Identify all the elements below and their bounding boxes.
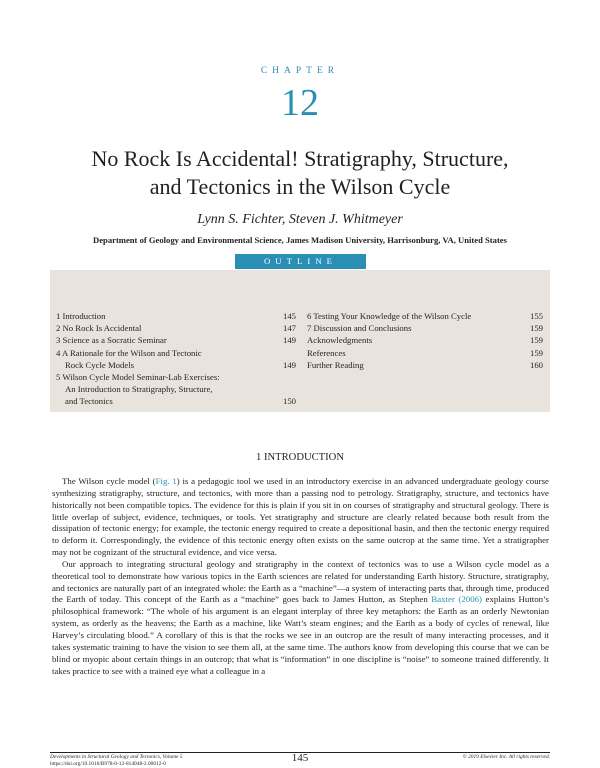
outline-entry-page: 147 xyxy=(282,323,296,334)
figure-link[interactable]: Fig. 1 xyxy=(155,476,177,486)
outline-entry[interactable] xyxy=(56,322,296,334)
outline-entry-title: 2 No Rock Is Accidental xyxy=(56,323,142,334)
outline-entry[interactable] xyxy=(56,359,296,371)
title-line-2: and Tectonics in the Wilson Cycle xyxy=(149,174,451,199)
section-title: INTRODUCTION xyxy=(263,452,344,463)
title-line-1: No Rock Is Accidental! Stratigraphy, Structure, xyxy=(91,146,509,171)
outline-entry-title: An Introduction to Stratigraphy, Structure, xyxy=(65,384,213,395)
outline-entry-title: 4 A Rationale for the Wilson and Tectonic xyxy=(56,347,202,358)
outline-entry-title: 7 Discussion and Conclusions xyxy=(307,323,412,334)
outline-entry[interactable] xyxy=(56,383,296,395)
outline-entry[interactable] xyxy=(56,347,296,359)
outline-entry-title: 6 Testing Your Knowledge of the Wilson Cycle xyxy=(307,311,472,321)
series-name: Developments in Structural Geology and Tectonics, Volume 5 xyxy=(50,754,183,760)
paragraph-2: Our approach to integrating structural geology and stratigraphy in the context of tectonics was to use a Wilson cycle model as a theoretical tool to demonstrate how various topics in the Earth sciences are related for understanding Earth history. Structure, stratigraphy, and tectonics are naturally part of an integrated whole: the Earth as a “machine”—a system of interacting parts that, through time, produced the Earth of today. This concept of the Earth as a “machine” goes back to James Hutton, as Stephen Baxter (2006) explains Hutton’s philosophical framework: “The whole of his argument is an elegant interplay of three key metaphors: the Earth as an orderly Newtonian system, as orderly as the heavens; the Earth as a machine, like Watt’s steam engines; and the Earth as a body of cycles of renewal, like Harvey’s circulating blood.” A corollary of this is that the rocks we see in an outcrop are the result of many interacting processes, and it takes systematic training to have the vision to see them all, at the same time. The authors know from developing this course that we can be blind or myopic about certain things in an outcrop; that what is “information” in one discipline is “noise” to someone trained differently. It takes practice to see with a trained eye what a colleague in a xyxy=(52,558,549,676)
citation-link[interactable]: Baxter (2006) xyxy=(431,594,482,605)
outline-entry-title: Acknowledgments xyxy=(307,335,373,346)
outline-heading: OUTLINE xyxy=(235,254,366,269)
section-number: 1 xyxy=(256,452,262,463)
copyright: © 2019 Elsevier Inc. All rights reserved. xyxy=(462,754,550,760)
outline-entry[interactable] xyxy=(56,371,296,383)
outline-entry-title: Rock Cycle Models xyxy=(65,359,135,370)
doi-link[interactable]: https://doi.org/10.1016/B978-0-12-814048-2.00012-0 xyxy=(50,761,166,767)
outline-entry-title: 3 Science as a Socratic Seminar xyxy=(56,335,167,346)
outline-right-column xyxy=(307,310,543,371)
outline-entry[interactable] xyxy=(307,334,543,346)
outline-entry[interactable] xyxy=(307,347,543,359)
outline-entry-page: 145 xyxy=(282,311,296,321)
outline-entry[interactable] xyxy=(307,359,543,371)
outline-entry-page: 155 xyxy=(529,311,543,321)
outline-entry-page: 149 xyxy=(282,335,296,346)
outline-entry-title: and Tectonics xyxy=(65,396,113,407)
outline-entry-title: 1 Introduction xyxy=(56,311,106,321)
outline-entry-page: 159 xyxy=(529,335,543,346)
chapter-title xyxy=(30,145,570,201)
chapter-number: 12 xyxy=(281,82,319,124)
section-heading xyxy=(0,452,600,463)
authors: Lynn S. Fichter, Steven J. Whitmeyer xyxy=(197,212,403,227)
outline-entry-page: 160 xyxy=(529,359,543,370)
page-number: 145 xyxy=(291,752,309,764)
paragraph-1: The Wilson cycle model (Fig. 1) is a pedagogic tool we used in an introductory exercise in an advanced undergraduate geology course synthesizing stratigraphy, structure, and tectonics, with more than a passing nod to petrology. Stratigraphy, structure, and tectonics have historically not been compatible topics. The evidence for this is plain if you sit in on courses of stratigraphy and structural geology. There is little overlap of subject, evidence, techniques, or tools. Yet stratigraphy and structure are clearly related because both result from the dissipation of tectonic energy; for example, the tectonic energy required to create a depositional basin, and then the tectonic energy required to deform it. Correspondingly, the evidence of this tectonic energy often exists on the same outcrop at the same time. Yet a stratigrapher may not be cognizant of the structural evidence, and vice versa. xyxy=(52,476,549,558)
chapter-label: CHAPTER xyxy=(260,66,340,76)
outline-entry-page: 149 xyxy=(282,359,296,370)
body-text xyxy=(52,476,549,677)
outline-entry-page: 159 xyxy=(529,347,543,358)
outline-entry-title: Further Reading xyxy=(307,359,364,370)
outline-entry-title: 5 Wilson Cycle Model Seminar-Lab Exercises: xyxy=(56,372,220,383)
outline-entry[interactable] xyxy=(307,310,543,322)
outline-entry[interactable] xyxy=(307,322,543,334)
outline-entry-page: 150 xyxy=(282,396,296,407)
outline-left-column xyxy=(56,310,296,408)
outline-entry[interactable] xyxy=(56,395,296,407)
affiliation: Department of Geology and Environmental Science, James Madison University, Harrisonburg, VA, United States xyxy=(93,235,507,245)
outline-entry-title: References xyxy=(307,347,346,358)
outline-entry[interactable] xyxy=(56,310,296,322)
outline-entry[interactable] xyxy=(56,334,296,346)
outline-entry-page: 159 xyxy=(529,323,543,334)
